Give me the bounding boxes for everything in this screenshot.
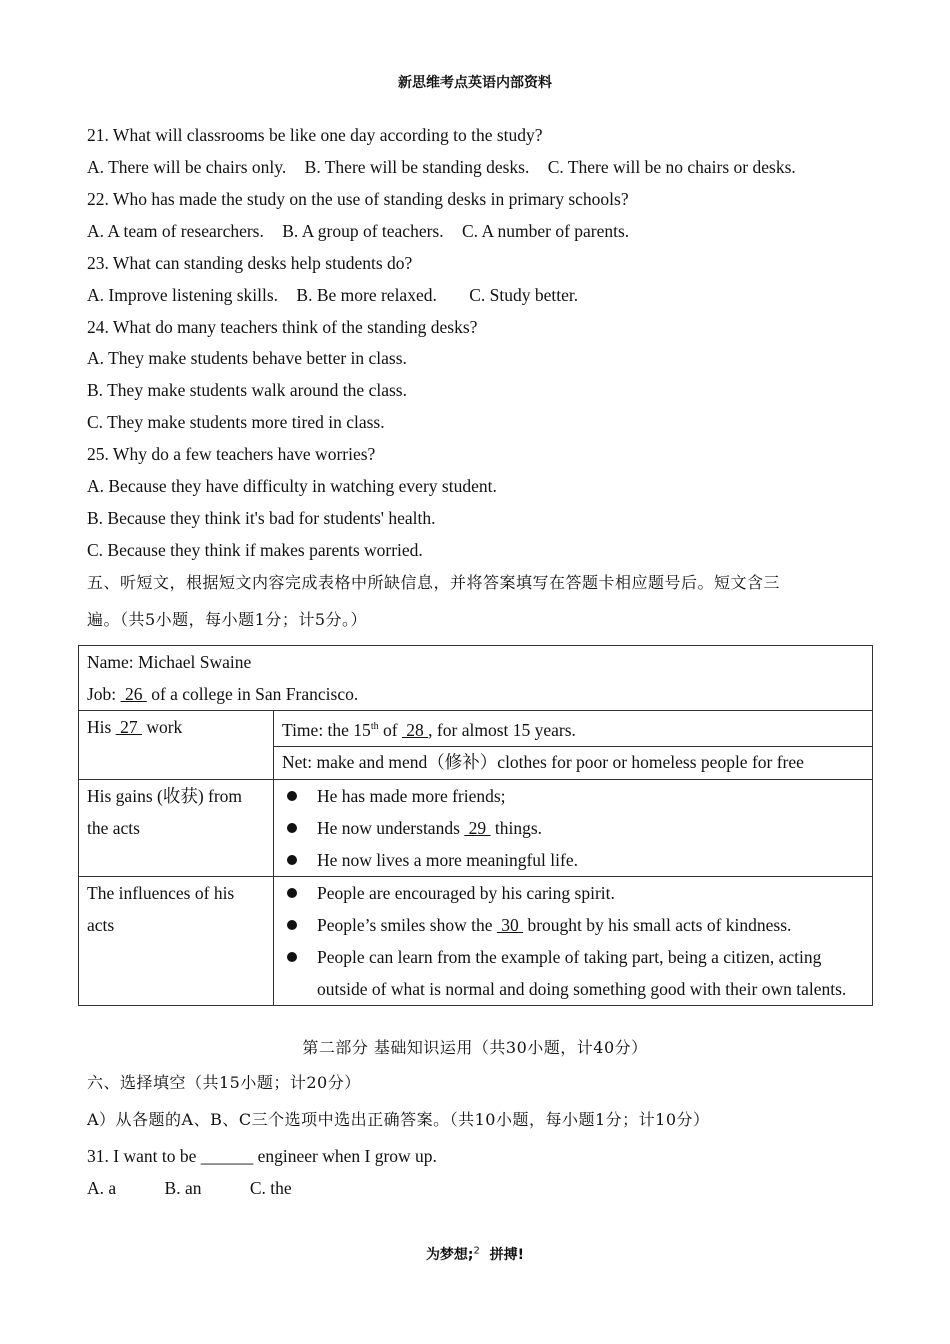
option-23-b: B. Be more relaxed.: [296, 285, 437, 305]
net-text: Net: make and mend（修补）clothes for poor or homeless people for free: [282, 751, 804, 772]
time-cell: [274, 711, 873, 747]
page-header: 新思维考点英语内部资料: [398, 75, 552, 91]
influence-item-1: People are encouraged by his caring spirit.: [282, 877, 864, 909]
option-21-a: A. There will be chairs only.: [87, 157, 287, 177]
option-31-c: C. the: [249, 1178, 292, 1198]
options-31: [87, 1177, 292, 1199]
question-23: 23. What can standing desks help students do?: [87, 253, 413, 273]
option-24-a: A. They make students behave better in class.: [87, 348, 407, 368]
gain-2-text: He now understands: [317, 817, 465, 838]
time-sup: th: [370, 721, 379, 732]
time-mid: of: [378, 719, 402, 740]
option-21-b: B. There will be standing desks.: [304, 157, 530, 177]
question-21: 21. What will classrooms be like one day according to the study?: [87, 125, 543, 145]
question-22: 22. Who has made the study on the use of standing desks in primary schools?: [87, 189, 629, 209]
gain-item-3: He now lives a more meaningful life.: [282, 844, 864, 876]
info-table: [78, 645, 873, 1006]
section-5-instruction: 五、听短文，根据短文内容完成表格中所缺信息，并将答案填写在答题卡相应题号后。短文含三: [87, 573, 781, 592]
influence-item-3: People can learn from the example of taking part, being a citizen, acting outside of what is normal and doing something good with their own talents.: [282, 941, 864, 1005]
job-text: of a college in San Francisco.: [146, 684, 359, 704]
net-cell: [274, 746, 873, 779]
blank-29: 29: [464, 817, 491, 838]
gain-2-end: things.: [490, 817, 543, 838]
option-21-c: C. There will be no chairs or desks.: [547, 157, 796, 177]
work-label: His: [87, 717, 116, 737]
question-24: 24. What do many teachers think of the standing desks?: [87, 317, 478, 337]
work-label-end: work: [141, 717, 183, 737]
option-24-b: B. They make students walk around the class.: [87, 380, 407, 400]
section-5-instruction-cont: 遍。（共5小题，每小题1分；计5分。）: [87, 610, 368, 629]
influences-cell: [274, 876, 873, 1005]
option-31-b: B. an: [164, 1178, 202, 1198]
options-23: [87, 284, 578, 306]
question-25: 25. Why do a few teachers have worries?: [87, 444, 376, 464]
influences-label-cell: The influences of his acts: [79, 876, 274, 1005]
option-22-b: B. A group of teachers.: [282, 221, 444, 241]
job-row: [87, 678, 864, 710]
footer-right: 拼搏!: [489, 1247, 525, 1263]
option-22-a: A. A team of researchers.: [87, 221, 264, 241]
option-25-c: C. Because they think if makes parents worried.: [87, 540, 423, 560]
work-label-cell: [79, 711, 274, 780]
time-text: , for almost 15 years.: [428, 719, 576, 740]
time-label: Time: the 15: [282, 719, 371, 740]
option-25-b: B. Because they think it's bad for students' health.: [87, 508, 436, 528]
gains-label-cell: His gains (收获) from the acts: [79, 779, 274, 876]
section-a-instruction: A）从各题的A、B、C三个选项中选出正确答案。（共10小题，每小题1分；计10分）: [87, 1110, 710, 1129]
gains-cell: [274, 779, 873, 876]
name-row: Name: Michael Swaine: [87, 652, 252, 672]
blank-26: 26: [120, 684, 147, 704]
option-23-a: A. Improve listening skills.: [87, 285, 279, 305]
gain-item-1: He has made more friends;: [282, 780, 864, 812]
blank-27: 27: [115, 717, 142, 737]
influence-2-end: brought by his small acts of kindness.: [523, 914, 792, 935]
question-31: 31. I want to be ______ engineer when I grow up.: [87, 1146, 437, 1166]
blank-30: 30: [496, 914, 524, 935]
influence-item-2: [282, 909, 864, 941]
influence-2-text: People’s smiles show the: [317, 914, 497, 935]
name-job-cell: [79, 646, 873, 711]
part-2-title: 第二部分 基础知识运用（共30小题，计40分）: [302, 1038, 648, 1057]
option-24-c: C. They make students more tired in class.: [87, 412, 385, 432]
option-23-c: C. Study better.: [469, 285, 579, 305]
page-number: 2: [473, 1245, 480, 1257]
option-22-c: C. A number of parents.: [461, 221, 630, 241]
job-label: Job:: [87, 684, 121, 704]
blank-28: 28: [401, 719, 429, 740]
gain-item-2: [282, 812, 864, 844]
options-22: [87, 220, 629, 242]
options-21: [87, 156, 796, 178]
footer-left: 为梦想;: [425, 1247, 474, 1263]
page-footer: [0, 1244, 950, 1264]
section-6-title: 六、选择填空（共15小题；计20分）: [87, 1073, 361, 1092]
option-31-a: A. a: [87, 1178, 117, 1198]
option-25-a: A. Because they have difficulty in watching every student.: [87, 476, 497, 496]
